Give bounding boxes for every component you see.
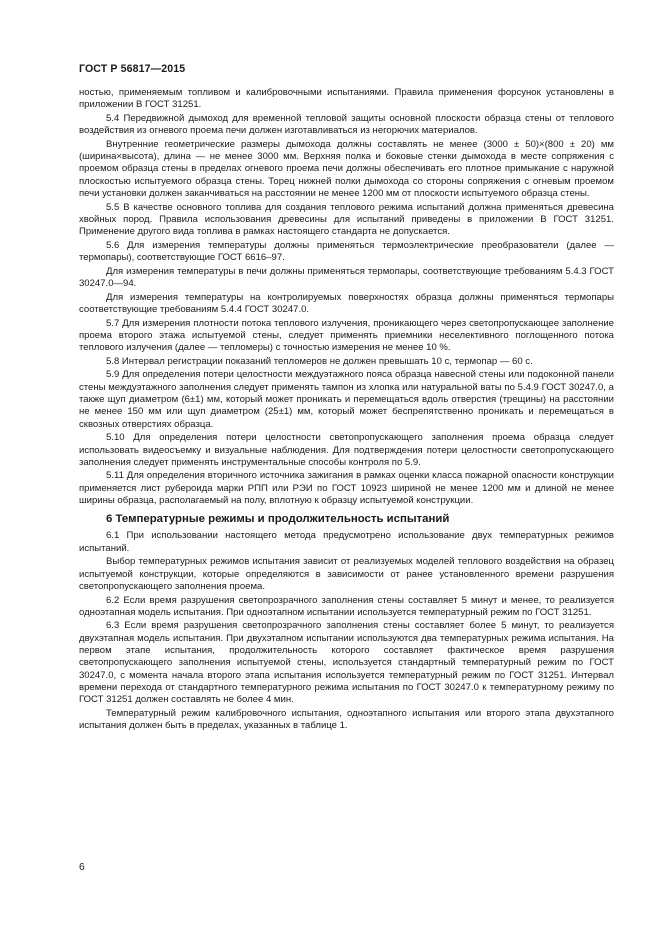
paragraph-calibration-regime: Температурный режим калибровочного испытания, одноэтапного испытания или второго этапа двухэтапного испытания должен быть в пределах, указанных в таблице 1. (79, 707, 614, 732)
paragraph-surface-thermocouples: Для измерения температуры на контролируемых поверхностях образца должны применяться термопары соответствующие требованиям 5.4.4 ГОСТ 30247.0. (79, 291, 614, 315)
paragraph-5-6: 5.6 Для измерения температуры должны применяться термоэлектрические преобразователи (далее — термопары), соответствующие ГОСТ 6616–97. (79, 239, 614, 264)
paragraph-5-7: 5.7 Для измерения плотности потока теплового излучения, проникающего через светопропускающее заполнение проема второго этажа испытуемой стены, следует применять приемники неселективного поглощенного потока теплового излучения (далее — тепломеры) с точностью измерения не менее 10 %. (79, 317, 614, 354)
section-6-heading: 6 Температурные режимы и продолжительность испытаний (106, 513, 450, 526)
paragraph-chimney-dimensions: Внутренние геометрические размеры дымохода должны составлять не менее (3000 ± 50)×(800 ± 20) мм (ширина×высота), длина — не менее 3000 мм. Верхняя полка и боковые стенки дымохода в месте сопряжения с проемом образца стены в пределах огневого проема печи должны обеспечивать его плотное примыкание с наружной плоскостью испытуемого образца стены. Торец нижней полки дымохода со стороны сопряжения с огневым проемом печи установки должен заканчиваться на расстоянии не менее 1200 мм от плоскости испытуемого образца стены. (79, 138, 614, 200)
paragraph-6-3: 6.3 Если время разрушения светопрозрачного заполнения стены составляет более 5 минут, то реализуется двухэтапная модель испытания. При двухэтапном испытании используются два температурных режима испытания. На первом этапе испытания, продолжительность которого составляет фактическое время разрушения светопропускающего заполнения испытуемой стены, используется стандартный температурный режим по ГОСТ 30247.0, с момента начала второго этапа испытания используется температурный режим по ГОСТ 31251. Интервал времени перехода от стандартного температурного режима испытания по ГОСТ 30247.0 к температурному режиму по ГОСТ 31251 должен составлять не более 4 мин. (79, 620, 614, 706)
paragraph-6-2: 6.2 Если время разрушения светопрозрачного заполнения стены составляет 5 минут и менее, то реализуется одноэтапная модель испытания. При одноэтапном испытании используется температурный режим по ГОСТ 31251. (79, 594, 614, 618)
paragraph-5-10: 5.10 Для определения потери целостности светопропускающего заполнения проема образца следует использовать видеосъемку и визуальные наблюдения. Для подтверждения потери целостности светопропускающего заполнения следует применять инструментальные способы контроля по 5.9. (79, 432, 614, 468)
paragraph-5-5: 5.5 В качестве основного топлива для создания теплового режима испытаний должна применяться древесина хвойных пород. Правила использования древесины для испытаний приведены в приложении В ГОСТ 31251. Применение другого вида топлива в рамках настоящего стандарта не допускается. (79, 201, 614, 238)
page-number: 6 (79, 862, 85, 873)
paragraph-6-1: 6.1 При использовании настоящего метода предусмотрено использование двух температурных режимов испытаний. (79, 530, 614, 554)
paragraph-5-4: 5.4 Передвижной дымоход для временной тепловой защиты основной плоскости образца стены от теплового воздействия из огневого проема печи должен изготавливаться из негорючих материалов. (79, 112, 614, 137)
paragraph-furnace-thermocouples: Для измерения температуры в печи должны применяться термопары, соответствующие требованиям 5.4.3 ГОСТ 30247.0—94. (79, 265, 614, 290)
paragraph-5-9: 5.9 Для определения потери целостности междуэтажного пояса образца навесной стены или подоконной панели стены междуэтажного заполнения следует применять тампон из хлопка или натуральной ваты по 5.4.9 ГОСТ 30247.0, а также щуп диаметром (6±1) мм, который может проникать и перемещаться вдоль отверстия (трещины) на расстоянии не менее 150 мм или щуп диаметром (25±1) мм, который может беспрепятственно проникать и перемещаться в сквозных отверстиях образца. (79, 369, 614, 430)
paragraph-regime-choice: Выбор температурных режимов испытания зависит от реализуемых моделей теплового воздействия на образец испытуемой конструкции, которые определяются в зависимости от ранее установленного времени разрушения светопропускающего заполнения проема. (79, 556, 614, 592)
document-header: ГОСТ Р 56817—2015 (79, 63, 186, 75)
paragraph-5-11: 5.11 Для определения вторичного источника зажигания в рамках оценки класса пожарной опасности конструкции применяется лист рубероида марки РПП или РЭИ по ГОСТ 10923 шириной не менее 1200 мм и длиной не менее ширины образца, располагаемый на полу, вплотную к образцу испытуемой конструкции. (79, 470, 614, 507)
paragraph-continuation: ностью, применяемым топливом и калибровочными испытаниями. Правила применения форсунок установлены в приложении В ГОСТ 31251. (79, 87, 614, 111)
document-body (79, 87, 614, 734)
paragraph-5-8: 5.8 Интервал регистрации показаний тепломеров не должен превышать 10 с, термопар — 60 с. (106, 355, 533, 367)
